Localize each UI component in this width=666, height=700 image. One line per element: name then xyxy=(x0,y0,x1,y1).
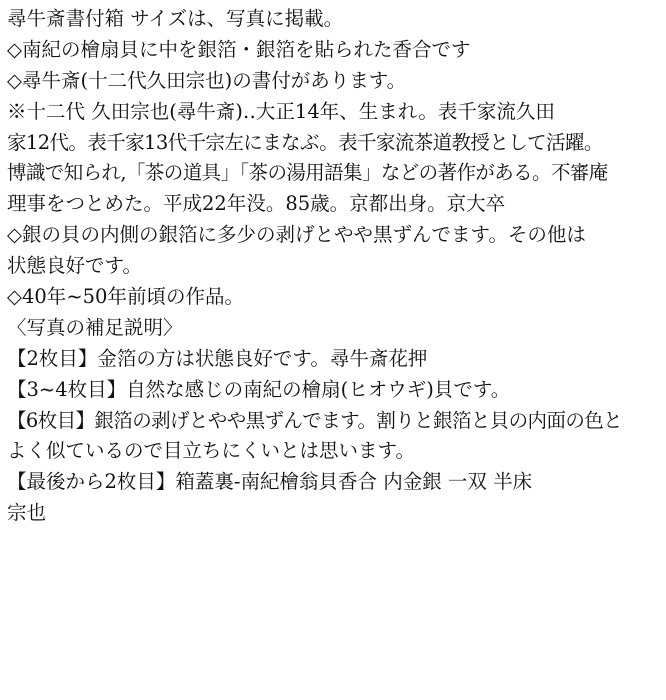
condition-line-2: 状態良好です。 xyxy=(7,254,142,278)
artist-bio-line-1: ※十二代 久田宗也(尋牛斎)‥大正14年、生まれ。表千家流久田 xyxy=(7,99,555,123)
photo-note-last-line-2: 宗也 xyxy=(7,501,47,525)
photo-note-6-line-1: 【6枚目】銀箔の剥げとやや黒ずんでます。割りと銀箔と貝の内面の色と xyxy=(7,408,623,432)
condition-line-1: ◇銀の貝の内側の銀箔に多少の剥げとやや黒ずんでます。その他は xyxy=(7,223,586,247)
photo-note-2: 【2枚目】金箔の方は状態良好です。尋牛斎花押 xyxy=(7,346,428,370)
artist-bio-line-3: 博識で知られ,「茶の道具」「茶の湯用語集」などの著作がある。不審庵 xyxy=(7,161,608,185)
inscription-line: ◇尋牛斎(十二代久田宗也)の書付があります。 xyxy=(7,68,407,92)
photo-note-3-4: 【3~4枚目】自然な感じの南紀の檜扇(ヒオウギ)貝です。 xyxy=(7,377,511,401)
photo-notes-heading: 〈写真の補足説明〉 xyxy=(7,315,183,339)
heading-box-size: 尋牛斎書付箱 サイズは、写真に掲載。 xyxy=(7,7,344,30)
artist-bio-line-4: 理事をつとめた。平成22年没。85歳。京都出身。京大卒 xyxy=(7,192,506,216)
artist-bio-line-2: 家12代。表千家13代千宗左にまなぶ。表千家流茶道教授として活躍。 xyxy=(7,130,603,154)
photo-note-last-line-1: 【最後から2枚目】箱蓋裏-南紀檜翁貝香合 内金銀 一双 半床 xyxy=(7,470,533,494)
era-line: ◇40年~50年前頃の作品。 xyxy=(7,285,244,309)
item-description-line: ◇南紀の檜扇貝に中を銀箔・銀箔を貼られた香合です xyxy=(7,37,471,61)
photo-note-6-line-2: よく似ているので目立ちにくいとは思います。 xyxy=(7,439,415,463)
